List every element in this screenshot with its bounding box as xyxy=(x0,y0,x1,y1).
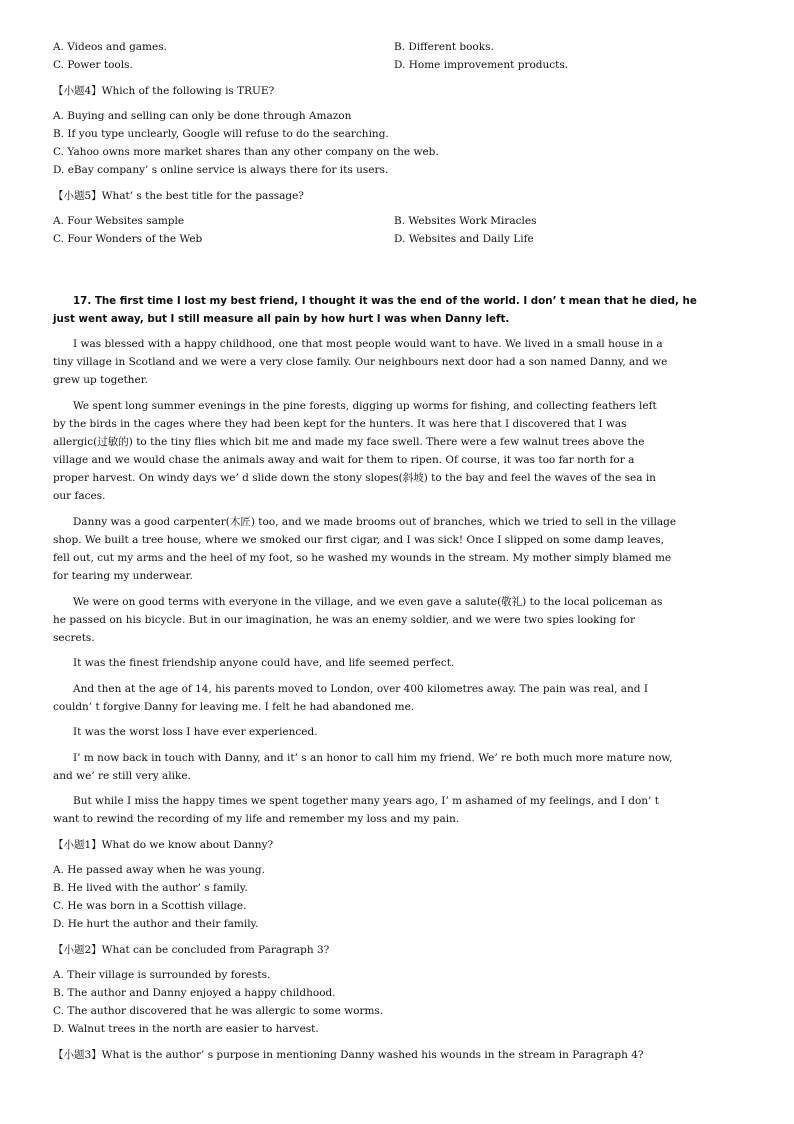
q3-option-a: A. Videos and games. xyxy=(53,41,167,53)
paragraph-line: I was blessed with a happy childhood, one that most people would want to have. We lived in a small house in a xyxy=(73,338,663,350)
paragraph-5 xyxy=(53,654,743,672)
paragraph-line: allergic(过敏的) to the tiny flies which bit me and made my face swell. There were a few walnut trees above the xyxy=(53,436,645,448)
paragraph-line: want to rewind the recording of my life and remember my loss and my pain. xyxy=(53,813,460,825)
paragraph-line: grew up together. xyxy=(53,374,148,386)
q3-option-b: B. Different books. xyxy=(394,41,494,53)
paragraph-line: he passed on his bicycle. But in our imagination, he was an enemy soldier, and we were two spies looking for xyxy=(53,614,635,626)
q4-option-c: C. Yahoo owns more market shares than any other company on the web. xyxy=(53,146,439,158)
paragraph-1 xyxy=(53,335,743,389)
paragraph-9 xyxy=(53,792,743,828)
paragraph-line: It was the worst loss I have ever experienced. xyxy=(73,726,318,738)
paragraph-line: We were on good terms with everyone in the village, and we even gave a salute(敬礼) to the local policeman as xyxy=(73,596,663,608)
passage-title xyxy=(53,292,743,328)
paragraph-line: proper harvest. On windy days we’ d slide down the stony slopes(斜坡) to the bay and feel the waves of the sea in xyxy=(53,472,656,484)
s2-option-a: A. Their village is surrounded by forests. xyxy=(53,969,271,981)
q3-option-c: C. Power tools. xyxy=(53,59,133,71)
paragraph-6 xyxy=(53,680,743,716)
paragraph-line: We spent long summer evenings in the pine forests, digging up worms for fishing, and collecting feathers left xyxy=(73,400,657,412)
paragraph-line: fell out, cut my arms and the heel of my foot, so he washed my wounds in the stream. My mother simply blamed me xyxy=(53,552,672,564)
s1-option-c: C. He was born in a Scottish village. xyxy=(53,900,247,912)
paragraph-line: But while I miss the happy times we spent together many years ago, I’ m ashamed of my feelings, and I don’ t xyxy=(73,795,659,807)
q5-stem: 【小题5】What’ s the best title for the passage? xyxy=(53,190,304,202)
s2-option-d: D. Walnut trees in the north are easier to harvest. xyxy=(53,1023,319,1035)
paragraph-7 xyxy=(53,723,743,741)
s3-stem: 【小题3】What is the author’ s purpose in mentioning Danny washed his wounds in the stream in Paragraph 4? xyxy=(53,1049,644,1061)
paragraph-2 xyxy=(53,397,743,505)
q4-option-a: A. Buying and selling can only be done through Amazon xyxy=(53,110,352,122)
s1-option-d: D. He hurt the author and their family. xyxy=(53,918,259,930)
paragraph-line: by the birds in the cages where they had been kept for the hunters. It was here that I discovered that I was xyxy=(53,418,627,430)
paragraph-line: And then at the age of 14, his parents moved to London, over 400 kilometres away. The pain was real, and I xyxy=(73,683,648,695)
paragraph-4 xyxy=(53,593,743,647)
s1-option-b: B. He lived with the author’ s family. xyxy=(53,882,248,894)
q4-option-d: D. eBay company’ s online service is always there for its users. xyxy=(53,164,389,176)
s1-option-a: A. He passed away when he was young. xyxy=(53,864,265,876)
q4-stem: 【小题4】Which of the following is TRUE? xyxy=(53,85,275,97)
paragraph-line: and we’ re still very alike. xyxy=(53,770,191,782)
paragraph-line: secrets. xyxy=(53,632,95,644)
passage-title-line-1: 17. The first time I lost my best friend, I thought it was the end of the world. I don’ t mean that he died, he xyxy=(73,295,697,307)
paragraph-line: village and we would chase the animals away and wait for them to ripen. Of course, it was too far north for a xyxy=(53,454,635,466)
q5-option-row-2 xyxy=(53,230,753,248)
paragraph-8 xyxy=(53,749,743,785)
paragraph-line: tiny village in Scotland and we were a very close family. Our neighbours next door had a son named Danny, and we xyxy=(53,356,668,368)
paragraph-line: couldn’ t forgive Danny for leaving me. I felt he had abandoned me. xyxy=(53,701,415,713)
paragraph-line: for tearing my underwear. xyxy=(53,570,193,582)
paragraph-line: our faces. xyxy=(53,490,106,502)
paragraph-line: I’ m now back in touch with Danny, and it’ s an honor to call him my friend. We’ re both much more mature now, xyxy=(73,752,673,764)
q5-option-row-1 xyxy=(53,212,753,230)
q3-option-row-1 xyxy=(53,38,753,56)
s2-option-c: C. The author discovered that he was allergic to some worms. xyxy=(53,1005,384,1017)
q4-option-b: B. If you type unclearly, Google will refuse to do the searching. xyxy=(53,128,389,140)
paragraph-line: Danny was a good carpenter(木匠) too, and we made brooms out of branches, which we tried to sell in the village xyxy=(73,516,677,528)
q5-option-c: C. Four Wonders of the Web xyxy=(53,233,203,245)
q5-option-d: D. Websites and Daily Life xyxy=(394,233,534,245)
paragraph-line: It was the finest friendship anyone could have, and life seemed perfect. xyxy=(73,657,455,669)
passage-title-line-2: just went away, but I still measure all pain by how hurt I was when Danny left. xyxy=(53,313,510,325)
s1-stem: 【小题1】What do we know about Danny? xyxy=(53,839,274,851)
q5-option-b: B. Websites Work Miracles xyxy=(394,215,537,227)
q5-option-a: A. Four Websites sample xyxy=(53,215,185,227)
s2-stem: 【小题2】What can be concluded from Paragraph 3? xyxy=(53,944,330,956)
q3-option-row-2 xyxy=(53,56,753,74)
paragraph-3 xyxy=(53,513,743,585)
paragraph-line: shop. We built a tree house, where we smoked our first cigar, and I was sick! Once I slipped on some damp leaves, xyxy=(53,534,664,546)
s2-option-b: B. The author and Danny enjoyed a happy childhood. xyxy=(53,987,336,999)
q3-option-d: D. Home improvement products. xyxy=(394,59,569,71)
